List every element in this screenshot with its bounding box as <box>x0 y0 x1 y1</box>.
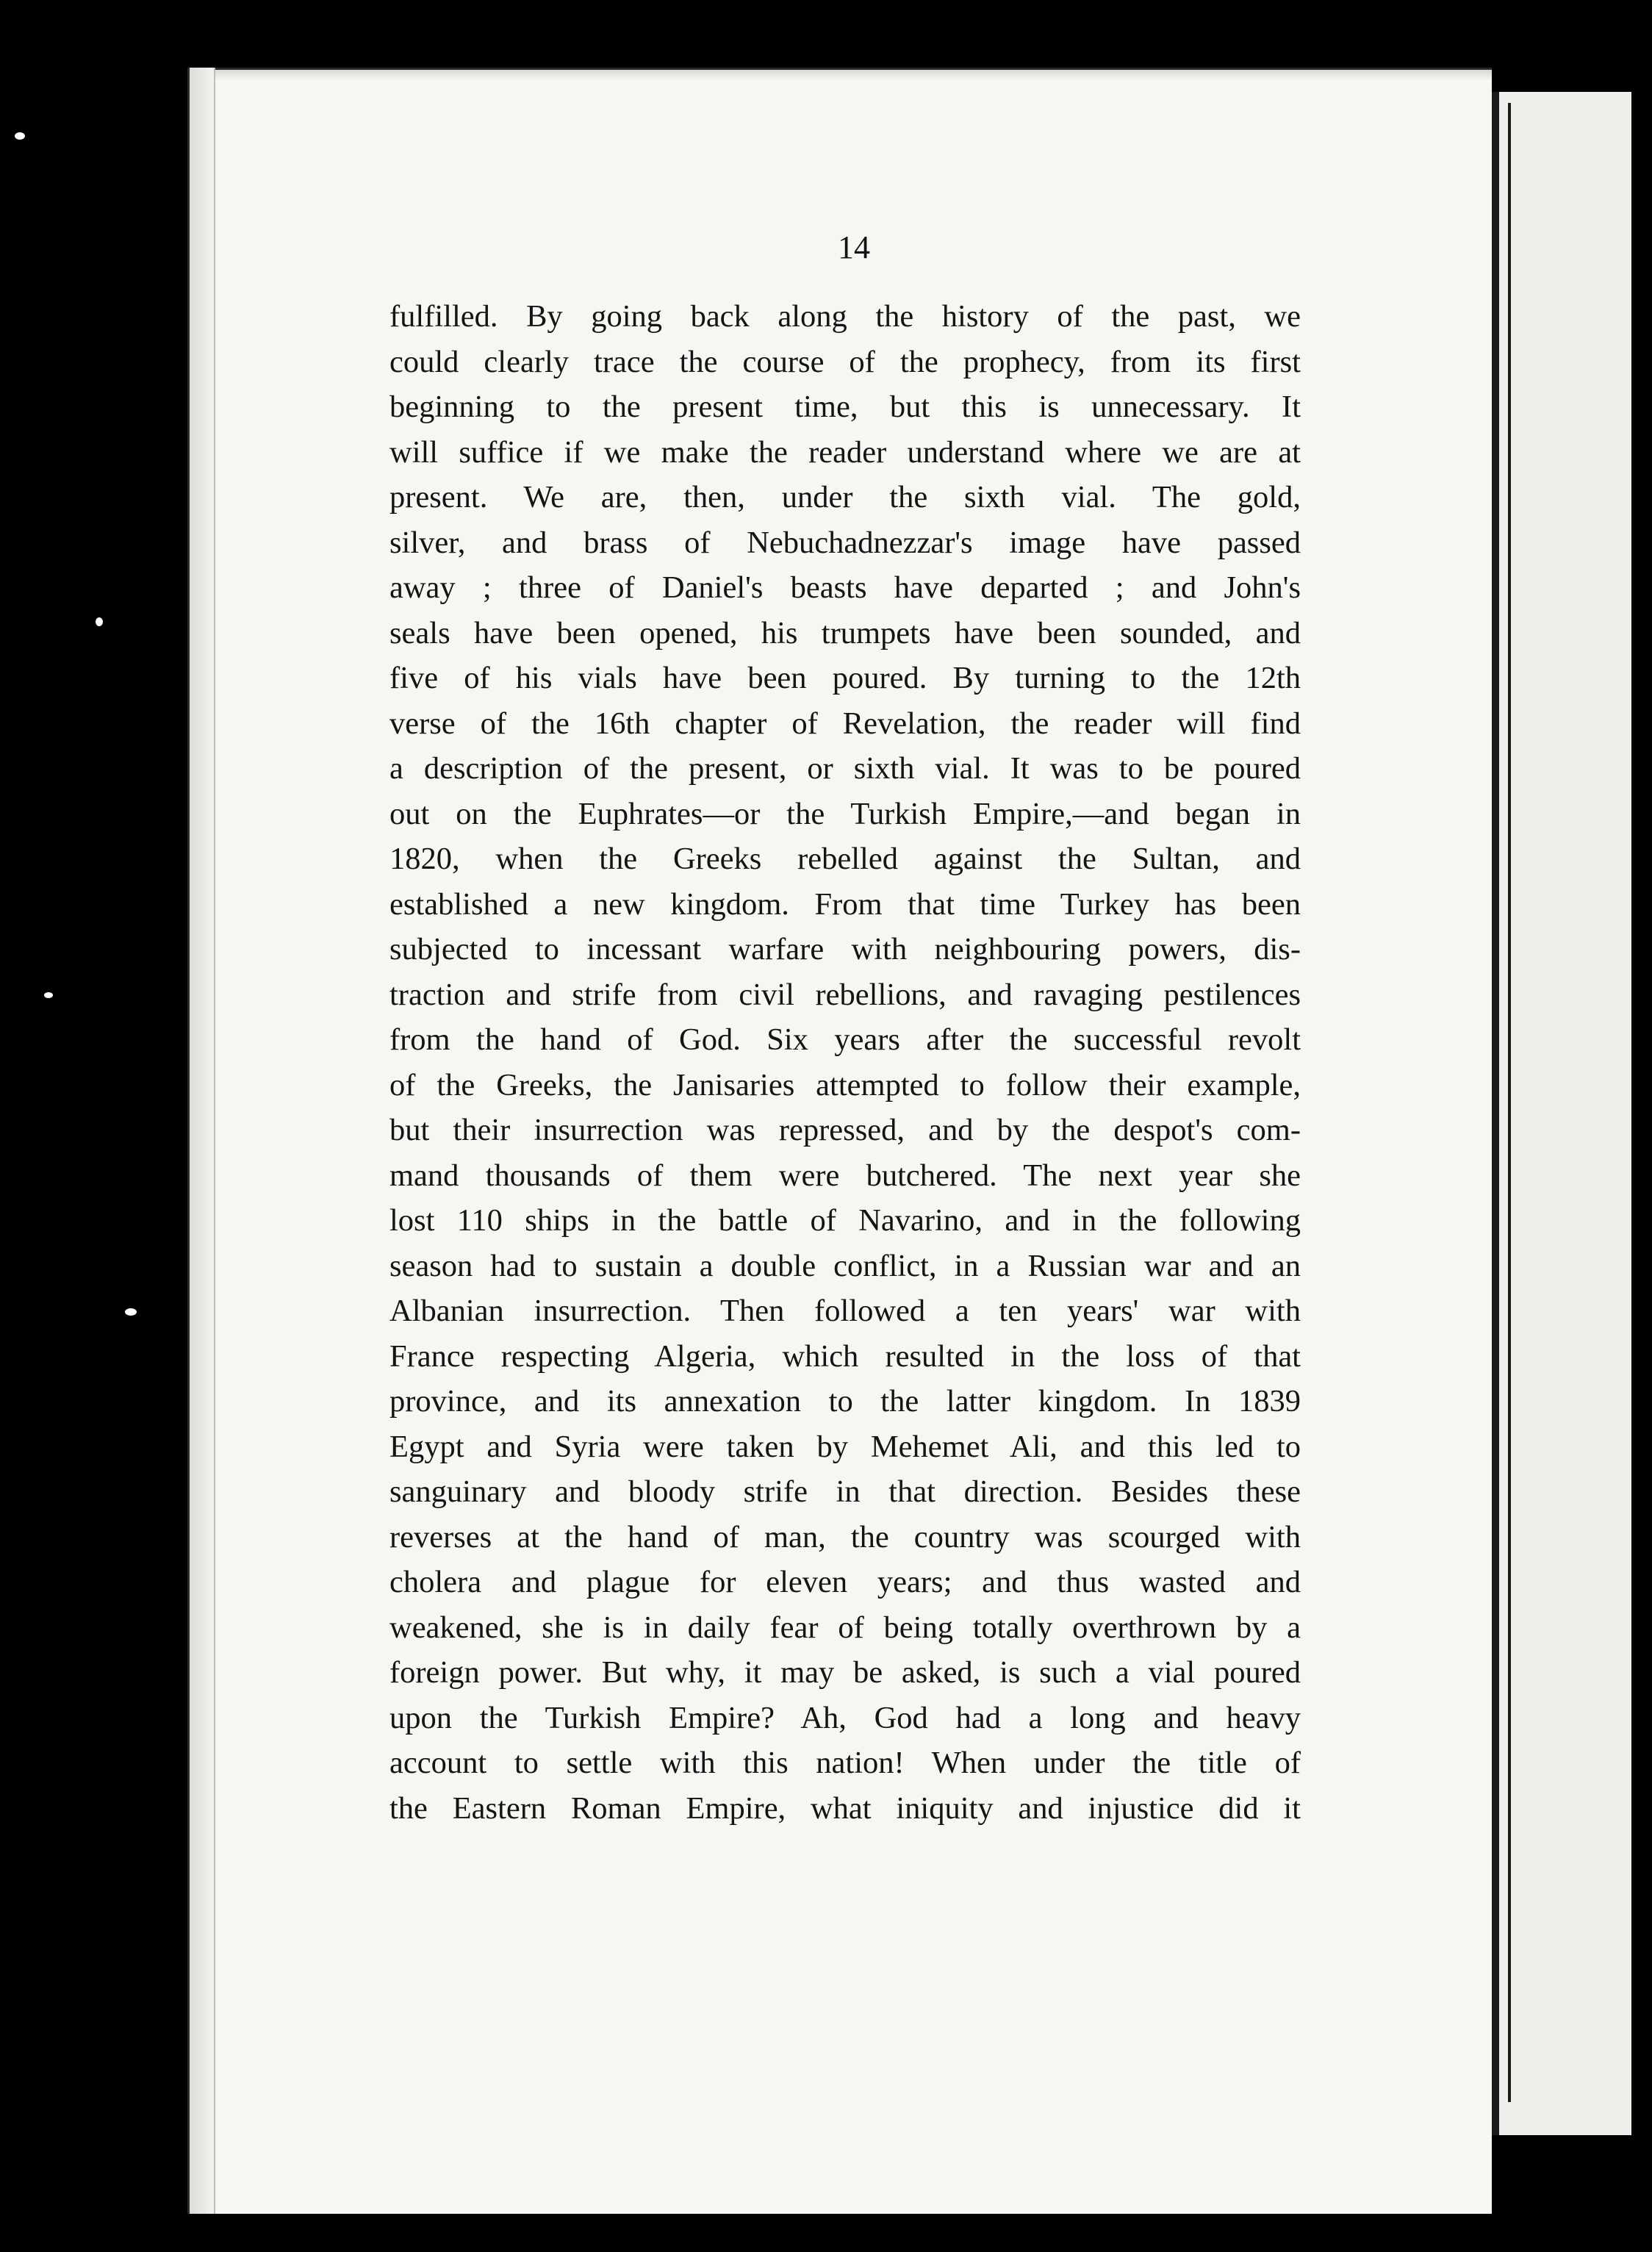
text-line: but their insurrection was repressed, and by the despot's com- <box>389 1113 1301 1147</box>
text-line: five of his vials have been poured. By turning to the 12th <box>389 661 1301 695</box>
text-line: weakened, she is in daily fear of being totally overthrown by a <box>389 1610 1301 1645</box>
text-line: the Eastern Roman Empire, what iniquity and injustice did it <box>389 1790 1301 1826</box>
text-line: mand thousands of them were butchered. The next year she <box>389 1158 1301 1193</box>
text-line: 1820, when the Greeks rebelled against the Sultan, and <box>389 842 1301 876</box>
text-line: away ; three of Daniel's beasts have departed ; and John's <box>389 570 1301 605</box>
text-line: account to settle with this nation! When under the title of <box>389 1746 1301 1780</box>
text-line: verse of the 16th chapter of Revelation, the reader will find <box>389 706 1301 741</box>
text-line: could clearly trace the course of the prophecy, from its first <box>389 344 1301 379</box>
text-line: reverses at the hand of man, the country was scourged with <box>389 1519 1301 1554</box>
text-line: will suffice if we make the reader understand where we are at <box>389 434 1301 470</box>
text-line: subjected to incessant warfare with neighbouring powers, dis- <box>389 932 1301 967</box>
body-text <box>389 294 1301 1831</box>
text-line: lost 110 ships in the battle of Navarino, and in the following <box>389 1203 1301 1238</box>
text-line: from the hand of God. Six years after the successful revolt <box>389 1022 1301 1057</box>
text-line: fulfilled. By going back along the history of the past, we <box>389 299 1301 334</box>
text-line: present. We are, then, under the sixth vial. The gold, <box>389 480 1301 514</box>
text-line: a description of the present, or sixth vial. It was to be poured <box>389 751 1301 786</box>
text-line: France respecting Algeria, which resulted in the loss of that <box>389 1338 1301 1374</box>
text-line: foreign power. But why, it may be asked, is such a vial poured <box>389 1655 1301 1690</box>
text-line: seals have been opened, his trumpets have been sounded, and <box>389 615 1301 650</box>
text-line: beginning to the present time, but this is unnecessary. It <box>389 390 1301 424</box>
text-line: province, and its annexation to the latter kingdom. In 1839 <box>389 1384 1301 1419</box>
page-number: 14 <box>838 229 870 265</box>
text-line: season had to sustain a double conflict, in a Russian war and an <box>389 1248 1301 1283</box>
text-line: sanguinary and bloody strife in that direction. Besides these <box>389 1474 1301 1509</box>
facing-page-shadow <box>1508 103 1511 2102</box>
page-top-edge <box>187 68 1492 81</box>
text-line: established a new kingdom. From that time Turkey has been <box>389 886 1301 922</box>
text-line: traction and strife from civil rebellions, and ravaging pestilences <box>389 977 1301 1012</box>
text-line: Egypt and Syria were taken by Mehemet Ali, and this led to <box>389 1429 1301 1464</box>
text-line: cholera and plague for eleven years; and thus wasted and <box>389 1565 1301 1599</box>
facing-page-edge <box>1492 92 1631 2135</box>
text-line: upon the Turkish Empire? Ah, God had a long and heavy <box>389 1700 1301 1735</box>
text-line: silver, and brass of Nebuchadnezzar's image have passed <box>389 525 1301 560</box>
text-line: Albanian insurrection. Then followed a ten years' war with <box>389 1294 1301 1328</box>
page-binding-edge <box>187 68 215 2214</box>
text-line: out on the Euphrates—or the Turkish Empire,—and began in <box>389 796 1301 831</box>
text-line: of the Greeks, the Janisaries attempted to follow their example, <box>389 1067 1301 1102</box>
